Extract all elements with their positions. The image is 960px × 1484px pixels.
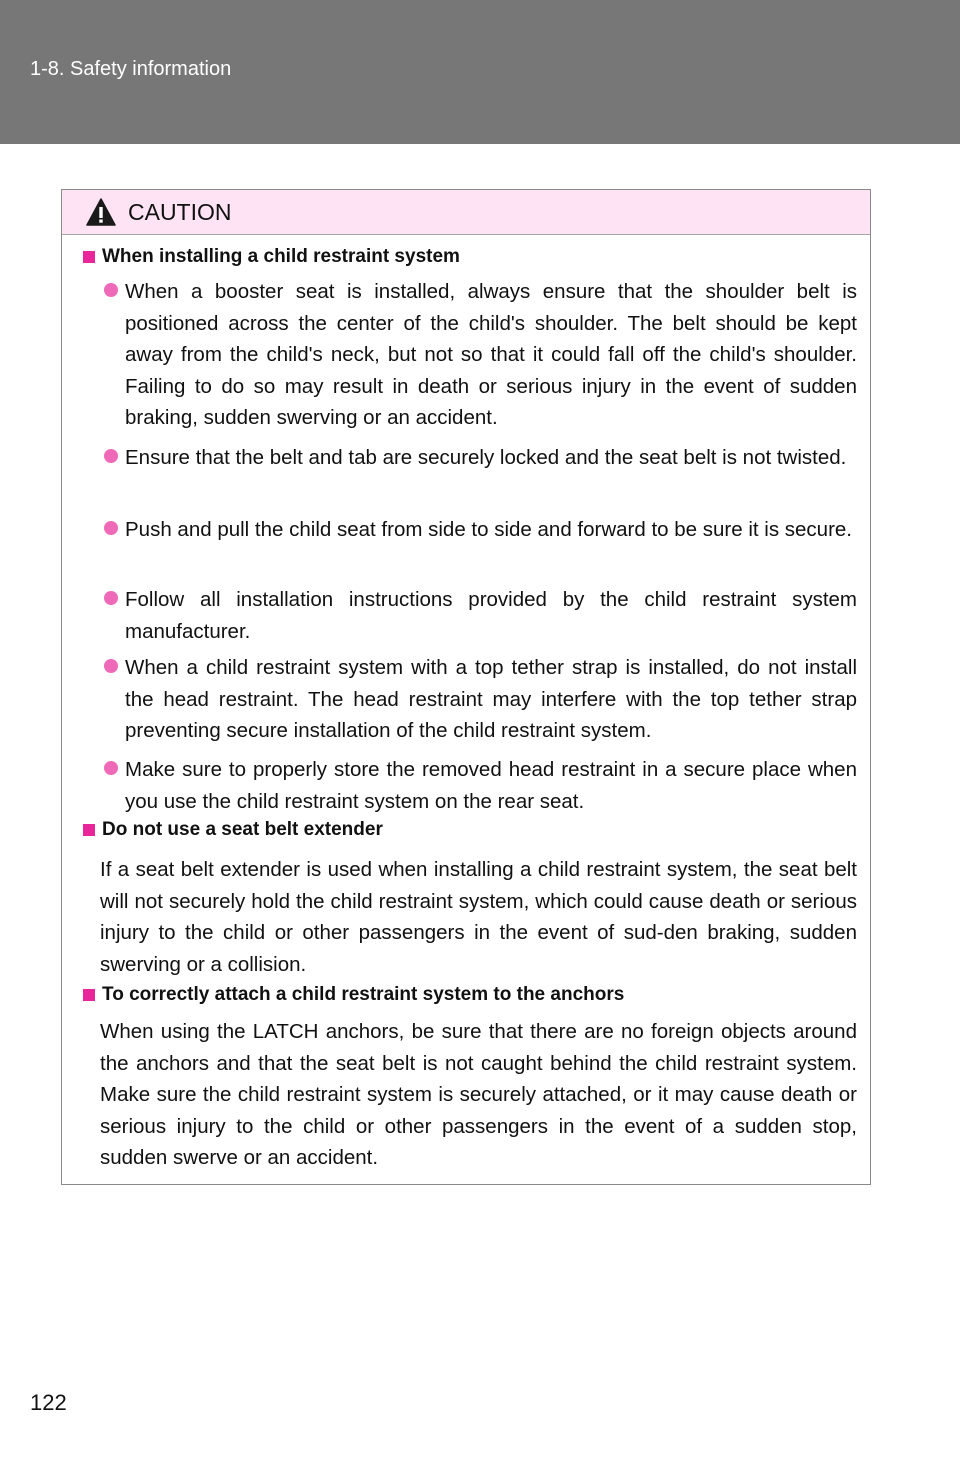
circle-bullet-icon <box>104 283 118 297</box>
list-item-text: When a booster seat is installed, always ensure that the shoulder belt is positioned across the center of the child's shoulder. The belt should be kept away from the child's neck, but not so that it could fall off the child's shoulder. Failing to do so may result in death or serious injury in the event of sudden braking, sudden swerving or an accident. <box>125 280 857 429</box>
section-heading <box>83 981 624 1009</box>
section-paragraph <box>100 1016 857 1174</box>
paragraph-text: When using the LATCH anchors, be sure that there are no foreign objects around the anchors and that the seat belt is not caught behind the child restraint system. Make sure the child restraint system is securely attached, or it may cause death or serious injury to the child or other passengers in the event of a sudden stop, sudden swerve or an accident. <box>100 1020 857 1169</box>
list-item-text: Follow all installation instructions provided by the child restraint system manufacturer. <box>125 588 857 643</box>
circle-bullet-icon <box>104 521 118 535</box>
page-header <box>0 0 960 144</box>
warning-triangle-icon <box>86 198 116 226</box>
caution-header <box>62 190 870 235</box>
section-paragraph <box>100 854 857 980</box>
list-item <box>107 652 857 747</box>
section-heading-text: When installing a child restraint system <box>102 246 460 267</box>
circle-bullet-icon <box>104 449 118 463</box>
list-item-text: When a child restraint system with a top tether strap is installed, do not install the head restraint. The head restraint may interfere with the top tether strap preventing secure installation of the child restraint system. <box>125 656 857 742</box>
section-heading <box>83 243 460 271</box>
caution-label: CAUTION <box>128 199 232 225</box>
list-item-text: Make sure to properly store the removed head restraint in a secure place when you use the child restraint system on the rear seat. <box>125 758 857 813</box>
square-bullet-icon <box>83 251 95 263</box>
circle-bullet-icon <box>104 591 118 605</box>
section-heading-text: Do not use a seat belt extender <box>102 819 383 840</box>
list-item <box>107 276 857 434</box>
square-bullet-icon <box>83 989 95 1001</box>
list-item-text: Ensure that the belt and tab are securely locked and the seat belt is not twisted. <box>125 446 847 469</box>
section-title: 1-8. Safety information <box>30 58 232 80</box>
section-heading <box>83 816 383 844</box>
list-item <box>107 754 857 817</box>
list-item <box>107 514 857 546</box>
list-item <box>107 584 857 647</box>
circle-bullet-icon <box>104 659 118 673</box>
list-item <box>107 442 857 474</box>
page-number: 122 <box>30 1390 67 1415</box>
circle-bullet-icon <box>104 761 118 775</box>
square-bullet-icon <box>83 824 95 836</box>
caution-box <box>61 189 871 1185</box>
list-item-text: Push and pull the child seat from side to side and forward to be sure it is secure. <box>125 518 852 541</box>
section-heading-text: To correctly attach a child restraint system to the anchors <box>102 984 625 1005</box>
paragraph-text: If a seat belt extender is used when installing a child restraint system, the seat belt will not securely hold the child restraint system, which could cause death or serious injury to the child or other passengers in the event of sud-den braking, sudden swerving or a collision. <box>100 858 857 976</box>
